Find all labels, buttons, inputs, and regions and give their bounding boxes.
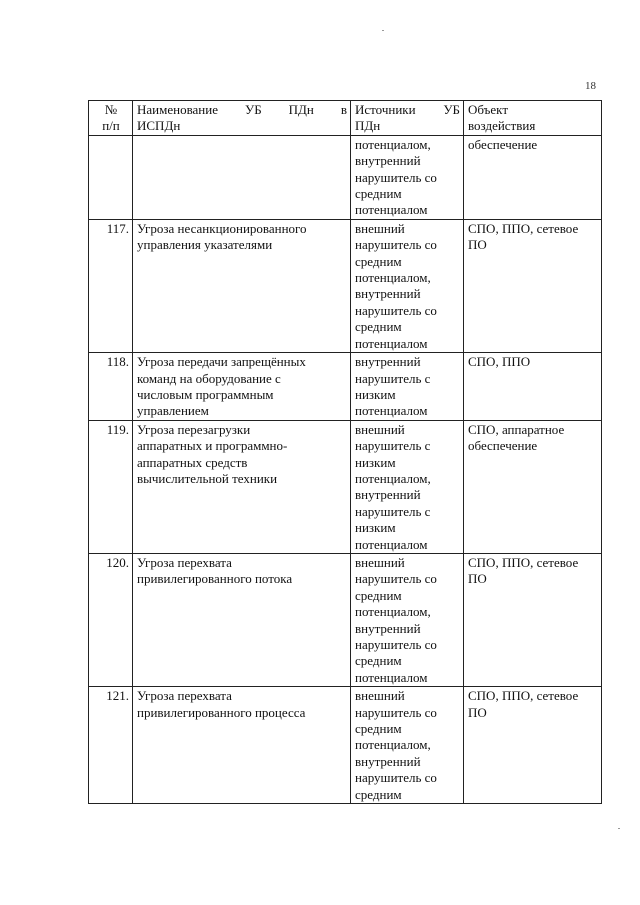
header-sources-word: Источники — [355, 102, 416, 117]
impact-object: СПО, ППО, сетевое ПО — [464, 687, 602, 804]
threat-sources: внешний нарушитель со средним потенциалом, внутренний нарушитель со средним потенциалом — [351, 553, 464, 686]
threat-name: Угроза перехвата привилегированного потока — [133, 553, 351, 686]
table-row — [89, 135, 602, 219]
header-sources-line1 — [355, 102, 460, 118]
header-sources-cell — [351, 101, 464, 136]
impact-object: обеспечение — [464, 135, 602, 219]
table-row — [89, 553, 602, 686]
header-sources-word: УБ — [443, 102, 460, 117]
header-sources-line2: ПДн — [355, 118, 381, 134]
header-number-abbr: п/п — [102, 118, 120, 134]
threat-sources: внешний нарушитель с низким потенциалом, внутренний нарушитель с низким потенциалом — [351, 420, 464, 553]
threat-name: Угроза перехвата привилегированного процесса — [133, 687, 351, 804]
impact-object: СПО, ППО — [464, 353, 602, 421]
scan-speck — [382, 30, 384, 31]
row-number: 120. — [89, 553, 133, 686]
threat-name: Угроза перезагрузки аппаратных и программно- аппаратных средств вычислительной техники — [133, 420, 351, 553]
header-name-line2: ИСПДн — [137, 118, 181, 134]
header-name-word: УБ — [244, 102, 262, 117]
table-header-row — [89, 101, 602, 136]
impact-object: СПО, ППО, сетевое ПО — [464, 553, 602, 686]
header-name-word: Наименование — [137, 102, 218, 117]
row-number: 118. — [89, 353, 133, 421]
header-name-cell — [133, 101, 351, 136]
header-number-sign: № — [104, 102, 118, 117]
header-name-word: в — [340, 102, 347, 117]
header-name-line1 — [137, 102, 347, 118]
table-row — [89, 219, 602, 352]
header-object-cell: Объект воздействия — [464, 101, 602, 136]
row-number: 121. — [89, 687, 133, 804]
threats-table — [88, 100, 602, 804]
row-number: 119. — [89, 420, 133, 553]
threat-sources: внешний нарушитель со средним потенциалом, внутренний нарушитель со средним потенциалом — [351, 219, 464, 352]
threat-name: Угроза несанкционированного управления указателями — [133, 219, 351, 352]
header-name-word: ПДн — [288, 102, 314, 117]
table-row — [89, 420, 602, 553]
threat-sources: внешний нарушитель со средним потенциалом, внутренний нарушитель со средним — [351, 687, 464, 804]
table-row — [89, 687, 602, 804]
table-row — [89, 353, 602, 421]
page-number: 18 — [585, 80, 596, 92]
row-number — [89, 135, 133, 219]
threat-sources: потенциалом, внутренний нарушитель со средним потенциалом — [351, 135, 464, 219]
threat-name: Угроза передачи запрещённых команд на оборудование с числовым программным управлением — [133, 353, 351, 421]
threat-name — [133, 135, 351, 219]
impact-object: СПО, ППО, сетевое ПО — [464, 219, 602, 352]
header-number-cell — [89, 101, 133, 136]
row-number: 117. — [89, 219, 133, 352]
impact-object: СПО, аппаратное обеспечение — [464, 420, 602, 553]
threat-sources: внутренний нарушитель с низким потенциалом — [351, 353, 464, 421]
scan-speck — [618, 828, 620, 829]
